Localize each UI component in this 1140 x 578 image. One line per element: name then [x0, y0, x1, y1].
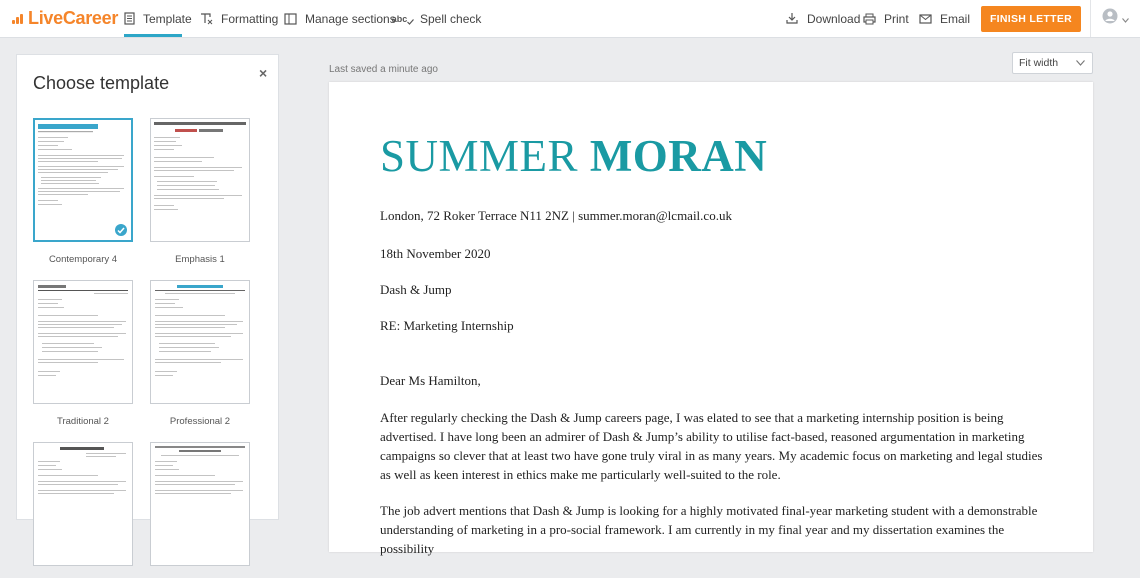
template-option[interactable] [33, 118, 133, 265]
account-menu[interactable] [1090, 0, 1140, 37]
formatting-icon [199, 12, 213, 26]
chevron-down-icon [1076, 57, 1085, 69]
sections-icon [283, 12, 297, 26]
nav-formatting-label: Formatting [221, 11, 279, 26]
top-bar [0, 0, 1140, 38]
template-option[interactable] [33, 280, 133, 427]
contact-line[interactable]: London, 72 Roker Terrace N11 2NZ | summer.moran@lcmail.co.uk [380, 208, 732, 223]
download-button[interactable] [785, 0, 860, 37]
template-label: Traditional 2 [57, 416, 109, 427]
nav-manage-sections-label: Manage sections [305, 11, 396, 26]
avatar-icon [1102, 8, 1118, 29]
body-paragraph[interactable]: The job advert mentions that Dash & Jump is looking for a highly motivated final-year marketing student with a demonstrable understanding of marketing in a pro-social framework. I am currently in my final year and my dissertation examines the possibility [380, 503, 1038, 556]
template-option[interactable] [150, 118, 250, 265]
logo[interactable] [12, 8, 118, 28]
template-thumbnail[interactable] [33, 280, 133, 404]
nav-template[interactable] [124, 0, 192, 37]
print-label: Print [884, 11, 909, 26]
logo-text: LiveCareer [28, 7, 119, 28]
template-thumbnail[interactable] [33, 442, 133, 566]
nav-spell-check-label: Spell check [420, 11, 482, 26]
print-icon [862, 12, 876, 26]
selected-check-icon [115, 224, 127, 236]
nav-manage-sections[interactable] [283, 0, 396, 37]
print-button[interactable] [862, 0, 909, 37]
template-thumbnail[interactable] [150, 118, 250, 242]
applicant-name[interactable] [380, 130, 767, 182]
nav-formatting[interactable] [199, 0, 278, 37]
download-label: Download [807, 11, 861, 26]
close-icon[interactable]: × [259, 65, 268, 81]
letter-document[interactable] [329, 82, 1093, 556]
template-option[interactable] [150, 442, 250, 578]
template-thumbnail[interactable] [150, 280, 250, 404]
email-icon [918, 12, 932, 26]
email-button[interactable] [918, 0, 970, 37]
spellcheck-icon: abc [392, 12, 414, 26]
finish-letter-button[interactable]: FINISH LETTER [981, 6, 1081, 32]
logo-icon [12, 12, 26, 24]
salutation[interactable]: Dear Ms Hamilton, [380, 373, 481, 388]
document-icon [124, 12, 135, 26]
first-name: SUMMER [380, 131, 579, 181]
panel-title: Choose template [33, 73, 170, 93]
letter-date[interactable]: 18th November 2020 [380, 246, 491, 261]
nav-spell-check[interactable] [392, 0, 481, 37]
nav-template-label: Template [143, 11, 192, 26]
template-label: Professional 2 [169, 416, 231, 427]
template-thumbnail[interactable] [33, 118, 133, 242]
recipient-company[interactable]: Dash & Jump [380, 282, 452, 297]
template-panel [16, 54, 279, 520]
chevron-down-icon [1122, 10, 1129, 28]
letter-subject[interactable]: RE: Marketing Internship [380, 318, 514, 333]
template-thumbnail[interactable] [150, 442, 250, 566]
zoom-select[interactable] [1012, 52, 1093, 74]
template-option[interactable] [150, 280, 250, 427]
template-label: Emphasis 1 [175, 254, 225, 265]
download-icon [785, 12, 799, 26]
template-label: Contemporary 4 [48, 254, 118, 265]
save-status: Last saved a minute ago [329, 64, 438, 75]
body-paragraph[interactable]: After regularly checking the Dash & Jump careers page, I was elated to see that a marketing internship position is being advertised. I have long been an admirer of Dash & Jump’s ability to utilise fact-based, reasoned argumentation in marketing campaigns so clever that at least two have gone truly viral in as many years. My academic focus on marketing and legal studies as well as keen interest in ethics make me particularly well-suited to the role. [380, 410, 1043, 482]
email-label: Email [940, 11, 971, 26]
template-option[interactable] [33, 442, 133, 578]
zoom-value: Fit width [1019, 57, 1059, 69]
last-name: MORAN [589, 131, 768, 181]
